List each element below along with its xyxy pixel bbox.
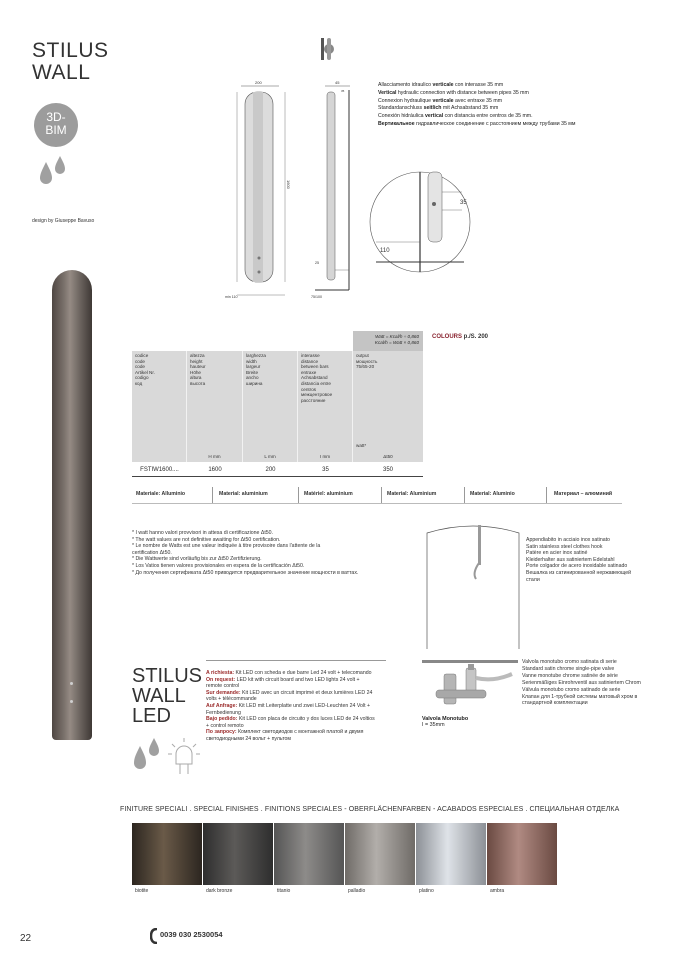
tech-line: Connexion hydraulique verticale avec entraxe 35 mm [378,97,503,104]
swatch-biotite[interactable] [132,823,202,885]
spec-col-code: codice code code Artikel Nr. codigo код [132,351,187,462]
watt-notes [132,530,382,576]
detail-drawing [368,170,472,274]
swatch-label: palladio [348,888,366,894]
clothes-hook-image [426,523,520,649]
water-drops-icon [134,738,159,769]
watt-label: watt* [356,443,367,448]
designer-credit: design by Giuseppe Bavuso [32,218,95,224]
swatch-label: platino [419,888,434,894]
colours-value: p./S. 200 [463,334,489,340]
formula-line-2: Kcal/h = Watt × 0,860 [374,340,419,345]
cell-height: 1600 [208,467,222,473]
tech-line: Allacciamento idraulico verticale con interasse 35 mm [378,82,504,88]
unit-distance: I mm [319,454,331,460]
unit-height: H mm [208,454,221,460]
led-bulb-icon [168,738,200,774]
phone-icon [150,928,160,944]
phone-number[interactable]: 0039 030 2530054 [160,930,223,939]
water-drops-icon [38,152,70,186]
material-ru: Материал – алюминий [554,491,613,497]
3d-bim-badge[interactable] [34,103,78,147]
divider [132,503,622,504]
led-title-line: WALL [132,685,186,707]
material-de: Material: Aluminium [387,491,437,497]
detail-dim-110: 110 [380,248,390,254]
colours-title: COLOURS [432,334,462,340]
led-icons [132,736,202,776]
spec-table [132,351,423,462]
material-en: Material: aluminium [219,491,268,497]
title-line-1: STILUS [32,39,109,62]
cell-width: 200 [265,467,276,473]
dim-min-floor: min 110 [225,295,238,299]
valve-sub: I = 35mm [422,722,445,729]
pipe-screw [70,682,73,685]
spec-col-width: larghezza width largeur Breite ancho ширина L mm [243,351,298,462]
cell-code: FSTIW1600.... [140,467,179,473]
page-number: 22 [20,933,32,944]
swatch-ambra[interactable] [487,823,557,885]
unit-output: Δt50 [383,454,393,460]
spec-col-distance: interasse distance between bars entraxe Achsabstand distancia entre centros межцентровое расстояние I mm [298,351,353,462]
product-title [32,40,109,84]
material-it: Materiale: Alluminio [136,491,186,497]
cell-distance: 35 [322,467,329,473]
swatch-label: biotite [135,888,149,894]
swatch-label: ambra [490,888,505,894]
badge-line-2: BIM [45,123,67,137]
dim-pipe-spacing: 35 [341,89,345,93]
finishes-title: FINITURE SPECIALI . SPECIAL FINISHES . FINITIONS SPECIALES - OBERFLÄCHENFARBEN - ACABADOS ESPECIALES . СПЕЦИАЛЬНАЯ ОТДЕЛКА [120,806,620,813]
dim-bottom-right: 75/100 [311,295,322,299]
tech-line: Standardanschluss seitlich mit Achsabstand 35 mm [378,105,499,112]
note-line: * Le nombre de Watts est une valeur indiquée à titre provisoire dans l'attente de la [132,543,321,550]
hydraulic-connection-text [378,82,618,129]
valve-label [422,716,468,729]
title-line-2: WALL [32,61,91,84]
pipe-screw [70,700,73,703]
note-line: * До получения сертификата Δt50 приводится предварительное значение мощности в ваттах. [132,569,359,576]
valve-text: Valvola monotubo cromo satinata di serie Standard satin chrome single-pipe valve Vanne monotube chrome satinée de série Serienmäßiges Einrohrventil aus satiniertem Chrom Válvula monotubo cromo satinado de serie Клапан для 1-трубной системы матовый хром в стандартной комплектации [522,659,641,707]
valve-title: Valvola Monotubo [422,716,469,722]
swatch-platino[interactable] [416,823,486,885]
tech-line: Conexión hidráulica vertical con distancia entre centros de 35 mm. [378,113,533,120]
technical-drawing [215,30,375,302]
materials-row [132,487,622,503]
spec-col-height: altezza height hauteur Höhe altura высота H mm [187,351,243,462]
dim-side-gap: 25 [315,261,319,265]
detail-dim-35: 35 [460,200,467,206]
dim-width: 200 [255,80,262,85]
formula-line-1: Watt = Kcal/h ÷ 0,860 [375,334,419,339]
dim-depth: 45 [335,80,340,85]
clothes-hook-text: Appendiabito in acciaio inox satinato Satin stainless steel clothes hook Patère en acier inox satiné Kleiderhalter aus satiniertem Edelstahl Porte colgador de acero inoxidable satinado Вешалка из сатинированной нержавеющей стали [526,537,632,583]
note-line: * Die Wattwerte sind vorläufig bis zur Δt50 Zertifizierung. [132,556,262,563]
product-image [52,270,92,740]
material-fr: Matériel: aluminium [304,491,353,497]
material-es: Material: Aluminio [470,491,515,497]
swatch-dark-bronze[interactable] [203,823,273,885]
badge-line-1: 3D- [46,110,66,124]
divider [206,660,386,661]
led-title-line: STILUS [132,665,203,687]
note-line: * Los Vatios tienen valores provisionales en espera de la certificación Δt50. [132,562,305,569]
colours-label [432,334,488,340]
led-kit-text: A richiesta: Kit LED con scheda e due barre Led 24 volt + telecomando On request: LED kit with circuit board and two LED lights 24 volt + remote control Sur demande: Kit LED avec un circuit imprimé et deux lumières LED 24 volts + télécommande Auf Anfrage: Kit LED mit Leiterplatte und zwei LED-Leuchten 24 Volt + Fernbedienung Bajo pedido: Kit LED con placa de circuito y dos luces LED de 24 voltios + control remoto По запросу: Комплект светодиодов с монтажной платой и двумя светодиодными 24 вольт + пультом [206,670,375,742]
swatch-palladio[interactable] [345,823,415,885]
conversion-formula [353,331,423,351]
swatch-titanio[interactable] [274,823,344,885]
note-line: * The watt values are not definitive awaiting for Δt50 certification. [132,536,281,543]
led-title [132,666,202,726]
note-line: * I watt hanno valori provvisori in attesa di certificazione Δt50. [132,530,274,536]
led-title-line: LED [132,705,171,727]
valve-image [422,660,518,714]
swatch-label: titanio [277,888,291,894]
note-line: certification Δt50. [132,549,172,556]
swatch-label: dark bronze [206,888,233,894]
tech-line: Вертикальное гидравлическое соединение с расстоянием между трубами 35 мм [378,120,576,127]
tech-line: Vertical hydraulic connection with distance between pipes 35 mm [378,89,529,96]
divider [132,476,423,477]
spec-col-output: output мощность 75/65-20 watt* Δt50 [353,351,423,462]
unit-width: L mm [264,454,276,460]
dim-height: 1600 [286,180,291,189]
cell-output: 350 [382,467,393,473]
